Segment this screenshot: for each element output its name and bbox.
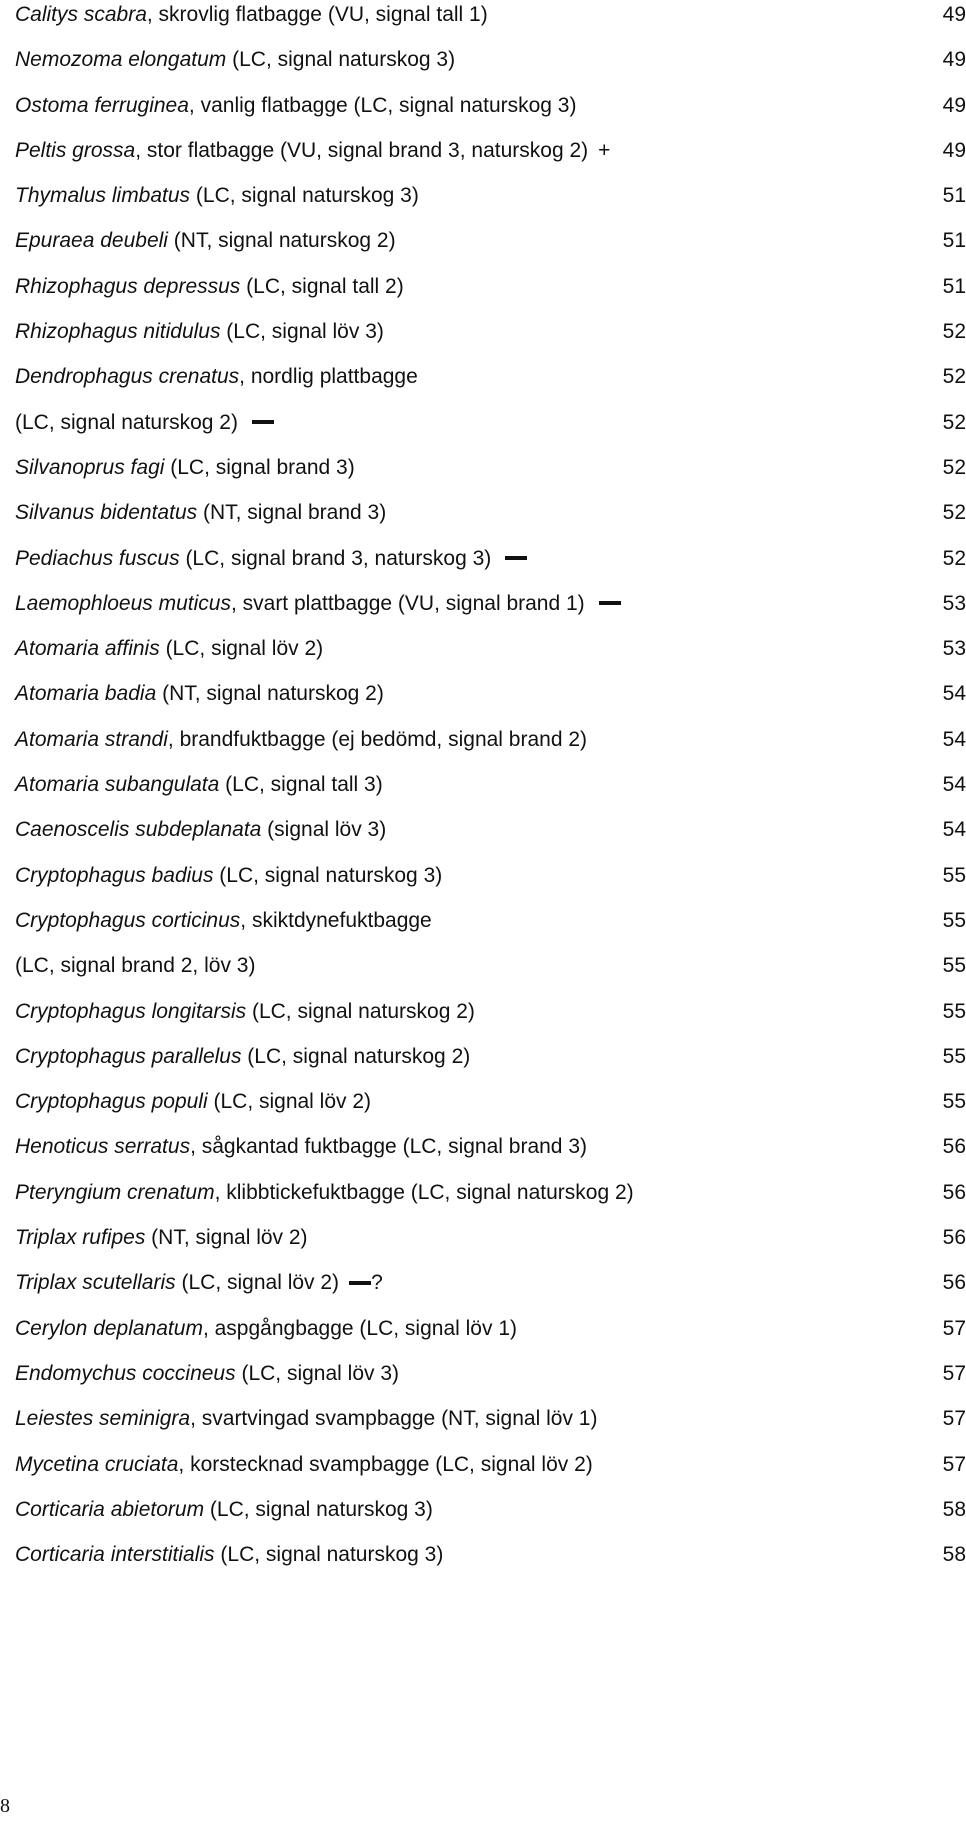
entry-details: (NT, signal brand 3) xyxy=(197,501,387,525)
entry-details: (LC, signal löv 2) xyxy=(159,637,324,661)
species-name: Cryptophagus corticinus xyxy=(15,908,241,932)
species-name: Corticaria interstitialis xyxy=(15,1543,215,1567)
page-number: 52 xyxy=(942,546,966,570)
toc-entry xyxy=(15,1042,966,1087)
entry-details: , nordlig plattbagge xyxy=(239,365,418,389)
species-name: Atomaria subangulata xyxy=(15,773,220,797)
entry-details: , aspgångbagge (LC, signal löv 1) xyxy=(202,1316,517,1340)
entry-details: (NT, signal naturskog 2) xyxy=(156,682,384,706)
species-name: Peltis grossa xyxy=(15,138,136,162)
entry-text xyxy=(15,548,527,569)
entry-details: (LC, signal brand 2, löv 3) xyxy=(15,954,256,978)
toc-entry xyxy=(15,589,966,634)
toc-entry xyxy=(15,1178,966,1223)
entry-text xyxy=(15,502,386,523)
entry-text xyxy=(15,593,621,614)
entry-details: , skiktdynefuktbagge xyxy=(240,908,432,932)
page-number: 49 xyxy=(942,48,966,72)
page-number: 51 xyxy=(942,274,966,298)
page-number: 56 xyxy=(942,1180,966,1204)
question-mark: ? xyxy=(371,1271,383,1295)
entry-text xyxy=(15,49,455,70)
toc-entry xyxy=(15,226,966,271)
page-number: 58 xyxy=(942,1543,966,1567)
toc-entry xyxy=(15,1404,966,1449)
entry-text xyxy=(15,4,488,25)
entry-text xyxy=(15,865,442,886)
entry-text xyxy=(15,683,384,704)
toc-entry xyxy=(15,0,966,45)
page-number: 55 xyxy=(942,1090,966,1114)
entry-text xyxy=(15,140,610,161)
species-name: Corticaria abietorum xyxy=(15,1497,205,1521)
page-number: 49 xyxy=(942,138,966,162)
species-name: Calitys scabra xyxy=(15,3,147,26)
entry-details: (LC, signal naturskog 3) xyxy=(214,1543,444,1567)
entry-details: , vanlig flatbagge (LC, signal naturskog 3) xyxy=(188,93,577,117)
entry-text xyxy=(15,1363,399,1384)
toc-entry xyxy=(15,1087,966,1132)
entry-text xyxy=(15,955,255,976)
page-number: 49 xyxy=(942,3,966,26)
entry-details: (LC, signal naturskog 3) xyxy=(213,863,443,887)
toc-entry xyxy=(15,136,966,181)
toc-entry xyxy=(15,1540,966,1585)
entry-details: , sågkantad fuktbagge (LC, signal brand 3) xyxy=(190,1135,587,1159)
entry-text xyxy=(15,1227,308,1248)
entry-text xyxy=(15,819,386,840)
page-number: 57 xyxy=(942,1361,966,1385)
entry-details: (NT, signal löv 2) xyxy=(145,1226,308,1250)
entry-details: (LC, signal naturskog 3) xyxy=(226,48,456,72)
entry-details: (LC, signal löv 3) xyxy=(220,320,384,344)
toc-entry xyxy=(15,91,966,136)
dash-mark xyxy=(349,1281,371,1285)
entry-details: (LC, signal brand 3) xyxy=(164,455,355,479)
entry-text xyxy=(15,1091,371,1112)
toc-entry xyxy=(15,45,966,90)
entry-details: (LC, signal löv 3) xyxy=(235,1361,400,1385)
toc-entry xyxy=(15,1450,966,1495)
entry-details: , stor flatbagge (VU, signal brand 3, naturskog 2) xyxy=(135,138,589,162)
toc-entry xyxy=(15,498,966,543)
species-name: Ostoma ferruginea xyxy=(15,93,189,117)
species-name: Cryptophagus populi xyxy=(15,1090,208,1114)
toc-entry xyxy=(15,951,966,996)
species-name: Nemozoma elongatum xyxy=(15,48,227,72)
entry-details: (signal löv 3) xyxy=(261,818,387,842)
entry-text xyxy=(15,729,587,750)
entry-text xyxy=(15,95,576,116)
entry-text xyxy=(15,1136,587,1157)
entry-text xyxy=(15,276,404,297)
species-name: Thymalus limbatus xyxy=(15,184,191,208)
entry-details: (LC, signal löv 2) xyxy=(207,1090,372,1114)
entry-text xyxy=(15,1499,433,1520)
entry-details: (LC, signal löv 2) xyxy=(175,1271,340,1295)
toc-entry xyxy=(15,770,966,815)
species-name: Henoticus serratus xyxy=(15,1135,191,1159)
toc-entry xyxy=(15,272,966,317)
species-name: Mycetina cruciata xyxy=(15,1452,179,1476)
entry-text xyxy=(15,1001,475,1022)
species-name: Endomychus coccineus xyxy=(15,1361,236,1385)
entry-text xyxy=(15,1272,383,1293)
toc-entry xyxy=(15,634,966,679)
entry-text xyxy=(15,910,432,931)
dash-mark xyxy=(252,420,274,424)
entry-text xyxy=(15,185,419,206)
entry-details: (LC, signal naturskog 2) xyxy=(246,999,475,1023)
page-number: 52 xyxy=(942,320,966,344)
dash-mark xyxy=(505,556,527,560)
toc-entry xyxy=(15,1223,966,1268)
toc-entry xyxy=(15,906,966,951)
page-number: 54 xyxy=(942,818,966,842)
page-number: 55 xyxy=(942,908,966,932)
entry-text xyxy=(15,1182,634,1203)
page-number: 52 xyxy=(942,455,966,479)
page-number: 52 xyxy=(942,365,966,389)
entry-details: (LC, signal naturskog 3) xyxy=(204,1497,433,1521)
species-name: Silvanus bidentatus xyxy=(15,501,198,525)
entry-details: (LC, signal naturskog 3) xyxy=(190,184,419,208)
page-number: 53 xyxy=(942,637,966,661)
entry-details: , svartvingad svampbagge (NT, signal löv 1) xyxy=(190,1407,598,1431)
page-number: 57 xyxy=(942,1452,966,1476)
entry-text xyxy=(15,1408,597,1429)
page-number: 52 xyxy=(942,410,966,434)
entry-details: , brandfuktbagge (ej bedömd, signal brand 2) xyxy=(167,727,588,751)
entry-details: , korstecknad svampbagge (LC, signal löv 2) xyxy=(178,1452,593,1476)
species-name: Cryptophagus longitarsis xyxy=(15,999,247,1023)
entry-text xyxy=(15,1454,593,1475)
entry-details: , skrovlig flatbagge (VU, signal tall 1) xyxy=(146,3,488,26)
entry-text xyxy=(15,366,418,387)
toc-entry xyxy=(15,997,966,1042)
page-number: 57 xyxy=(942,1407,966,1431)
dash-mark xyxy=(599,601,621,605)
toc-entry xyxy=(15,725,966,770)
entry-text xyxy=(15,412,274,433)
toc-entry xyxy=(15,453,966,498)
page-number: 54 xyxy=(942,727,966,751)
entry-text xyxy=(15,1544,443,1565)
toc-entry xyxy=(15,317,966,362)
species-name: Triplax scutellaris xyxy=(15,1271,176,1295)
entry-details: , svart plattbagge (VU, signal brand 1) xyxy=(230,591,585,615)
page-number: 51 xyxy=(942,184,966,208)
page-number: 57 xyxy=(942,1316,966,1340)
entry-details: (LC, signal tall 3) xyxy=(219,773,383,797)
page-number: 52 xyxy=(942,501,966,525)
species-name: Epuraea deubeli xyxy=(15,229,168,253)
toc-entry xyxy=(15,1359,966,1404)
entry-details: (LC, signal brand 3, naturskog 3) xyxy=(179,546,492,570)
page-number: 55 xyxy=(942,954,966,978)
toc-entry xyxy=(15,1314,966,1359)
entry-text xyxy=(15,457,355,478)
toc-entry xyxy=(15,1495,966,1540)
entry-details: (LC, signal naturskog 2) xyxy=(15,410,238,434)
page-number: 49 xyxy=(942,93,966,117)
entry-text xyxy=(15,1318,517,1339)
entry-text xyxy=(15,774,383,795)
entry-text xyxy=(15,638,323,659)
page-number: 54 xyxy=(942,682,966,706)
species-name: Atomaria badia xyxy=(15,682,157,706)
species-name: Pteryngium crenatum xyxy=(15,1180,215,1204)
species-name: Dendrophagus crenatus xyxy=(15,365,240,389)
entry-details: (NT, signal naturskog 2) xyxy=(167,229,396,253)
page-number: 56 xyxy=(942,1226,966,1250)
species-name: Cryptophagus badius xyxy=(15,863,214,887)
table-of-contents xyxy=(15,0,966,1585)
species-name: Silvanoprus fagi xyxy=(15,455,165,479)
entry-details: (LC, signal naturskog 2) xyxy=(241,1044,471,1068)
species-name: Leiestes seminigra xyxy=(15,1407,191,1431)
page-number: 51 xyxy=(942,229,966,253)
entry-details: , klibbtickefuktbagge (LC, signal naturskog 2) xyxy=(214,1180,634,1204)
entry-text xyxy=(15,321,384,342)
page-number: 54 xyxy=(942,773,966,797)
species-name: Rhizophagus depressus xyxy=(15,274,241,298)
entry-text xyxy=(15,1046,470,1067)
entry-text xyxy=(15,230,396,251)
page-number: 56 xyxy=(942,1135,966,1159)
species-name: Atomaria affinis xyxy=(15,637,160,661)
toc-entry xyxy=(15,544,966,589)
toc-entry xyxy=(15,1132,966,1177)
species-name: Rhizophagus nitidulus xyxy=(15,320,221,344)
page-number: 53 xyxy=(942,591,966,615)
species-name: Cryptophagus parallelus xyxy=(15,1044,242,1068)
species-name: Laemophloeus muticus xyxy=(15,591,231,615)
toc-entry xyxy=(15,815,966,860)
species-name: Caenoscelis subdeplanata xyxy=(15,818,262,842)
page-number: 55 xyxy=(942,863,966,887)
species-name: Cerylon deplanatum xyxy=(15,1316,203,1340)
toc-entry xyxy=(15,181,966,226)
entry-details: (LC, signal tall 2) xyxy=(240,274,404,298)
page-number: 58 xyxy=(942,1497,966,1521)
footer-page-number: 8 xyxy=(0,1795,10,1817)
plus-mark: + xyxy=(598,138,611,162)
toc-entry xyxy=(15,408,966,453)
toc-entry xyxy=(15,861,966,906)
page-number: 55 xyxy=(942,999,966,1023)
species-name: Triplax rufipes xyxy=(15,1226,146,1250)
page-number: 56 xyxy=(942,1271,966,1295)
toc-entry xyxy=(15,362,966,407)
toc-entry xyxy=(15,1268,966,1313)
toc-entry xyxy=(15,679,966,724)
species-name: Atomaria strandi xyxy=(15,727,168,751)
species-name: Pediachus fuscus xyxy=(15,546,180,570)
page-number: 55 xyxy=(942,1044,966,1068)
